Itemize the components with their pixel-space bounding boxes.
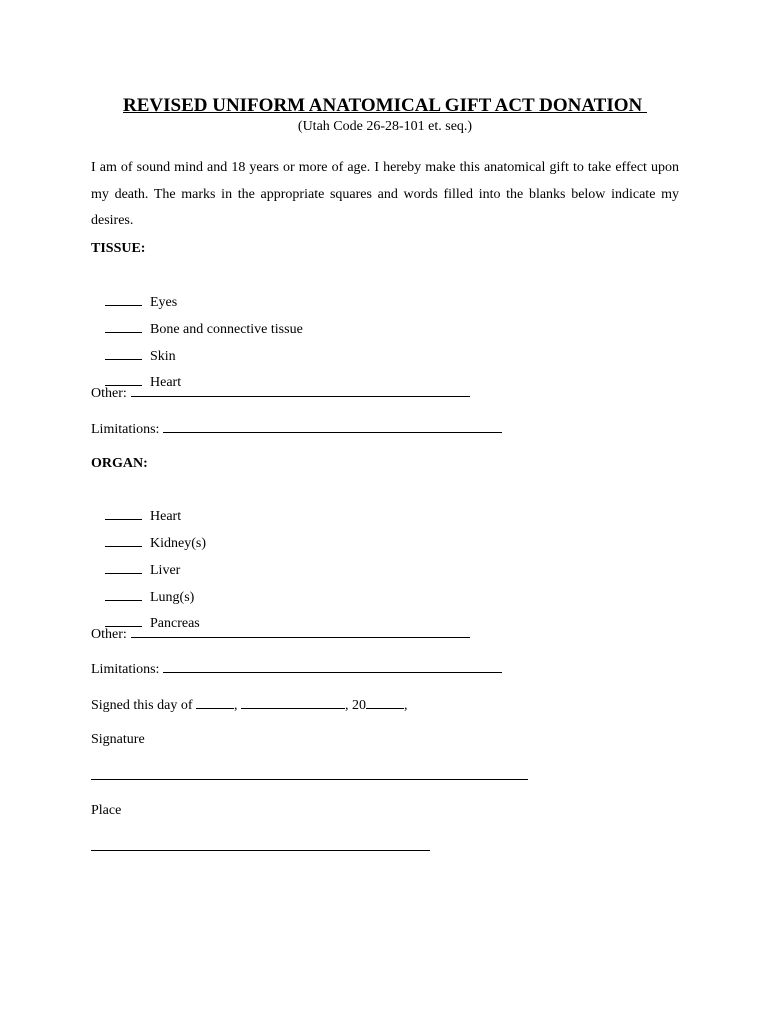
- limitations-label: Limitations:: [91, 422, 160, 437]
- limitations-label: Limitations:: [91, 662, 160, 677]
- limitations-input-line[interactable]: [163, 420, 502, 433]
- year-blank[interactable]: [366, 696, 404, 709]
- item-label: Bone and connective tissue: [150, 322, 303, 337]
- document-subtitle: (Utah Code 26-28-101 et. seq.): [297, 119, 473, 134]
- tissue-other-field[interactable]: [91, 384, 470, 402]
- month-blank[interactable]: [241, 696, 345, 709]
- item-label: Heart: [150, 509, 182, 524]
- intro-paragraph: I am of sound mind and 18 years or more of age. I hereby make this anatomical gift to take effect upon my death. The marks in the appropriate squares and words filled into the blanks below indicate my desires.: [91, 160, 679, 228]
- item-label: Heart: [150, 375, 182, 390]
- signed-suffix: ,: [404, 698, 408, 713]
- limitations-input-line[interactable]: [163, 660, 502, 673]
- other-input-line[interactable]: [131, 384, 470, 397]
- signature-line[interactable]: [91, 779, 528, 780]
- item-label: Skin: [150, 349, 176, 364]
- signed-date-field: [91, 696, 408, 714]
- signed-prefix: Signed this day of: [91, 698, 193, 713]
- other-label: Other:: [91, 386, 127, 401]
- organ-other-field[interactable]: [91, 625, 470, 643]
- document-title: REVISED UNIFORM ANATOMICAL GIFT ACT DONATION: [123, 95, 647, 116]
- day-blank[interactable]: [196, 696, 234, 709]
- organ-limitations-field[interactable]: [91, 660, 502, 678]
- organ-heading: ORGAN:: [91, 456, 148, 471]
- signed-comma: ,: [234, 698, 238, 713]
- other-input-line[interactable]: [131, 625, 470, 638]
- tissue-heading: TISSUE:: [91, 241, 146, 256]
- year-prefix: , 20: [345, 698, 366, 713]
- tissue-limitations-field[interactable]: [91, 420, 502, 438]
- item-label: Kidney(s): [150, 536, 206, 551]
- place-label: Place: [91, 803, 122, 818]
- item-label: Pancreas: [150, 616, 200, 631]
- place-line[interactable]: [91, 850, 430, 851]
- other-label: Other:: [91, 627, 127, 642]
- item-label: Eyes: [150, 295, 178, 310]
- item-label: Lung(s): [150, 590, 195, 605]
- item-label: Liver: [150, 563, 181, 578]
- signature-label: Signature: [91, 732, 145, 747]
